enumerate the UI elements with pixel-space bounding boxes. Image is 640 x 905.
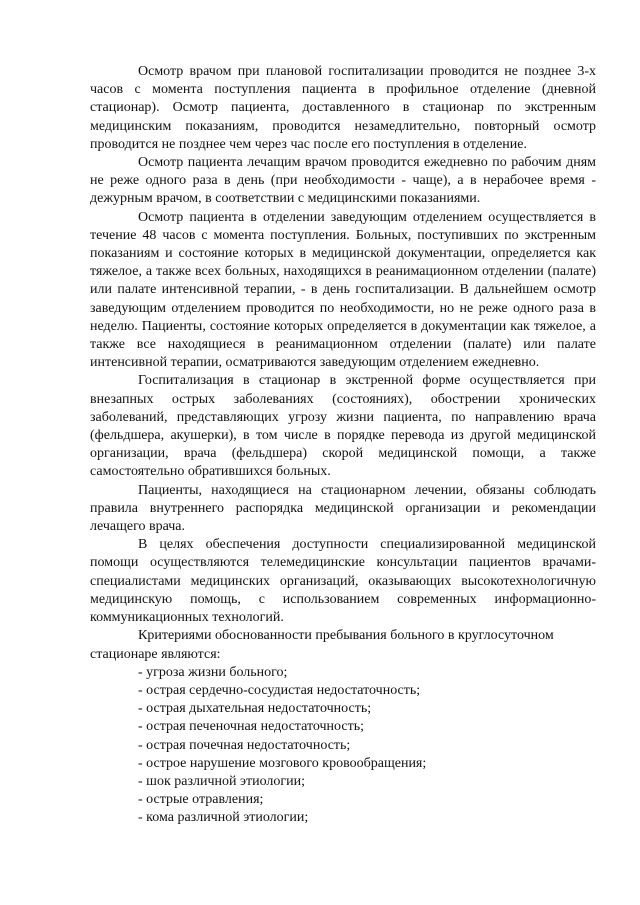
paragraph-head-of-department-exam: Осмотр пациента в отделении заведующим отделением осуществляется в течение 48 часов с момента поступления. Больных, поступивших по экстренным показаниям и состояние которых в медицинской документации, определяется как тяжелое, а также всех больных, находящихся в реанимационном отделении (палате) или палате интенсивной терапии, - в день госпитализации. В дальнейшем осмотр заведующим отделением проводится по необходимости, но не реже одного раза в неделю. Пациенты, состояние которых определяется в документации как тяжелое, а также все находящиеся в реанимационном отделении (палате) или палате интенсивной терапии, осматриваются заведующим отделением ежедневно.	[90, 209, 596, 371]
list-item: - острая почечная недостаточность;	[138, 737, 351, 753]
list-item: - острые отравления;	[138, 792, 264, 808]
paragraph-daily-exam: Осмотр пациента лечащим врачом проводится ежедневно по рабочим дням не реже одного раза в день (при необходимости - чаще), а в нерабочее время - дежурным врачом, в соответствии с медицинскими показаниями.	[90, 155, 596, 207]
paragraph-planned-admission-exam: Осмотр врачом при плановой госпитализации проводится не позднее 3-х часов с момента поступления пациента в профильное отделение (дневной стационар). Осмотр пациента, доставленного в стационар по экстренным медицинским показаниям, проводится незамедлительно, повторный осмотр проводится не позднее чем через час после его поступления в отделение.	[90, 64, 596, 152]
paragraph-criteria-intro: Критериями обоснованности пребывания больного в круглосуточном стационаре являются:	[90, 628, 554, 662]
list-item: - шок различной этиологии;	[138, 773, 306, 789]
list-item: - острая печеночная недостаточность;	[138, 719, 365, 735]
list-item: - острая дыхательная недостаточность;	[138, 701, 372, 717]
paragraph-telemedicine: В целях обеспечения доступности специализированной медицинской помощи осуществляются телемедицинские консультации пациентов врачами-специалистами медицинских организаций, оказывающих высокотехнологичную медицинскую помощь, с использованием современных информационно-коммуникационных технологий.	[90, 537, 596, 626]
criteria-list	[90, 664, 596, 828]
list-item: - кома различной этиологии;	[138, 810, 309, 826]
paragraph-patient-obligations: Пациенты, находящиеся на стационарном лечении, обязаны соблюдать правила внутреннего распорядка медицинской организации и рекомендации лечащего врача.	[90, 482, 596, 535]
list-item: - угроза жизни больного;	[138, 664, 288, 680]
paragraph-emergency-admission: Госпитализация в стационар в экстренной форме осуществляется при внезапных острых заболеваниях (состояниях), обострении хронических заболеваний, представляющих угрозу жизни пациента, по направлению врача (фельдшера, акушерки), в том числе в порядке перевода из другой медицинской организации, врача (фельдшера) скорой медицинской помощи, а также самостоятельно обратившихся больных.	[90, 373, 596, 480]
document-page	[90, 63, 596, 828]
list-item: - острая сердечно-сосудистая недостаточность;	[138, 682, 421, 698]
list-item: - острое нарушение мозгового кровообращения;	[138, 755, 427, 771]
